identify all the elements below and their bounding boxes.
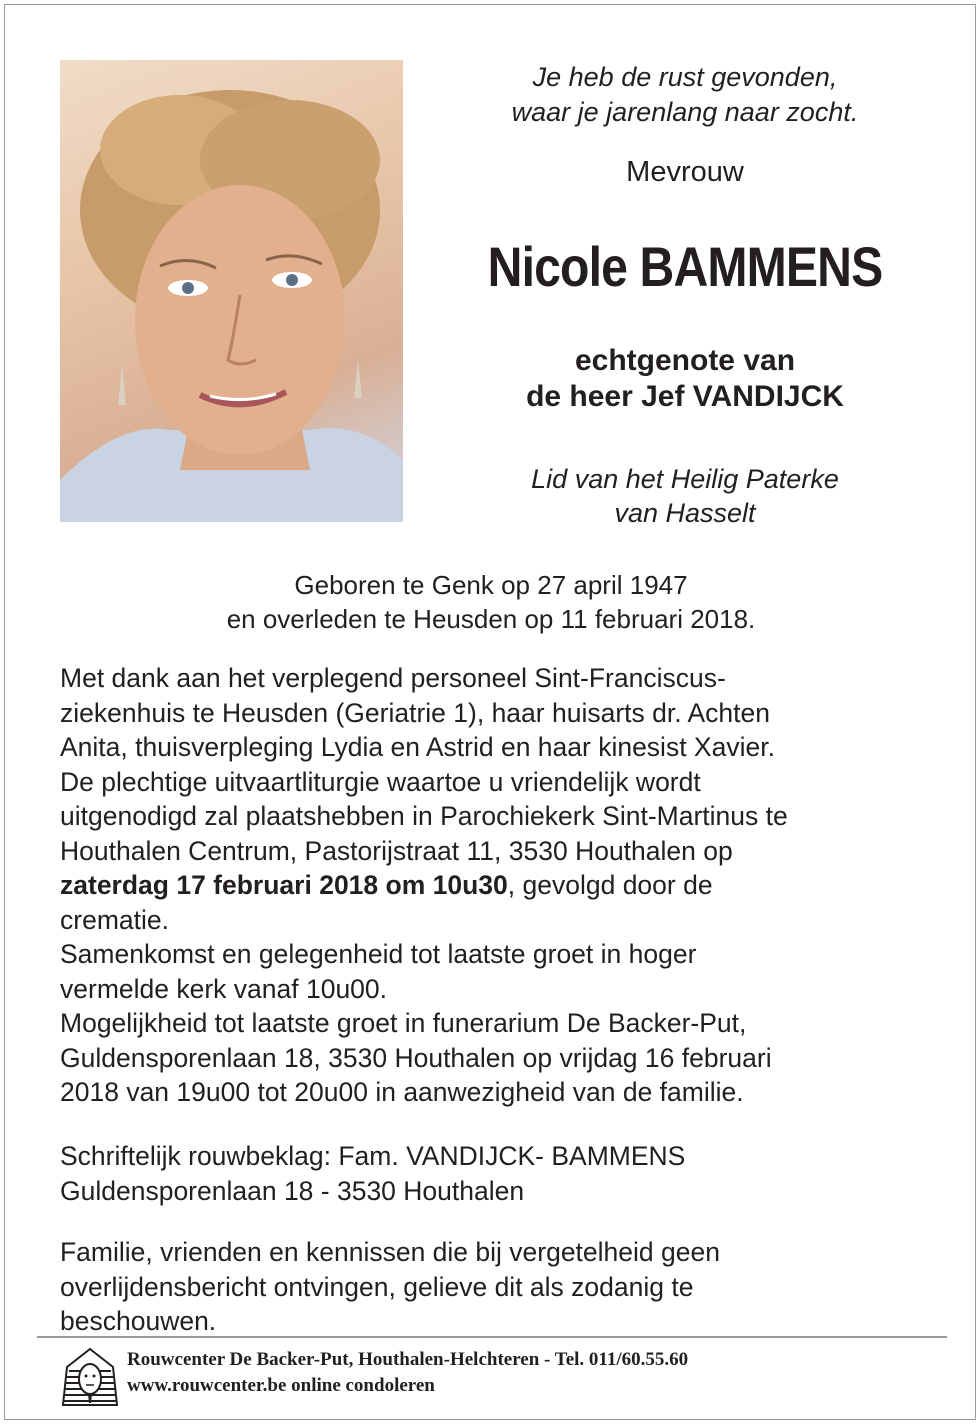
funeral-date: zaterdag 17 februari 2018 om 10u30 [60, 870, 508, 900]
notice-line-1: Familie, vrienden en kennissen die bij vergetelheid geen [60, 1237, 720, 1267]
body-line-after-date: , gevolgd door de [507, 870, 713, 900]
body-line: Anita, thuisverpleging Lydia en Astrid en haar kinesist Xavier. [60, 732, 775, 762]
body-line: Met dank aan het verplegend personeel Sint-Franciscus- [60, 663, 726, 693]
footer [61, 1347, 961, 1407]
motto [405, 60, 965, 130]
membership [405, 462, 965, 530]
pharaoh-logo-icon [61, 1347, 119, 1407]
condolence-line-2: Guldensporenlaan 18 - 3530 Houthalen [60, 1175, 525, 1206]
condolence-address [60, 1139, 935, 1208]
birth-line: Geboren te Genk op 27 april 1947 [294, 570, 688, 600]
footer-divider [37, 1336, 947, 1338]
portrait-illustration [60, 60, 403, 522]
spouse-line-1: echtgenote van [574, 344, 796, 377]
honorific: Mevrouw [626, 156, 744, 188]
body-line: 2018 van 19u00 tot 20u00 in aanwezigheid van de familie. [60, 1077, 744, 1107]
motto-line-2: waar je jarenlang naar zocht. [511, 97, 859, 127]
obituary-card [4, 4, 976, 1420]
footer-text [127, 1347, 688, 1399]
body-line-date [60, 868, 935, 903]
membership-line-2: van Hasselt [614, 498, 756, 528]
membership-line-1: Lid van het Heilig Paterke [531, 464, 839, 494]
spouse-info [405, 343, 965, 415]
notice [60, 1235, 935, 1339]
body-line: uitgenodigd zal plaatshebben in Parochiekerk Sint-Martinus te [60, 801, 788, 831]
website-link[interactable]: www.rouwcenter.be online condoleren [127, 1375, 435, 1396]
birth-death [5, 568, 977, 636]
notice-line-3: beschouwen. [60, 1306, 217, 1336]
body-line: Guldensporenlaan 18, 3530 Houthalen op vrijdag 16 februari [60, 1042, 772, 1073]
notice-line-2: overlijdensbericht ontvingen, gelieve dit als zodanig te [60, 1271, 694, 1302]
funeral-details [60, 661, 935, 1110]
death-line: en overleden te Heusden op 11 februari 2018. [226, 604, 756, 634]
body-line: crematie. [60, 904, 169, 935]
body-line: De plechtige uitvaartliturgie waartoe u vriendelijk wordt [60, 766, 701, 797]
deceased-name: Nicole BAMMENS [487, 235, 883, 298]
body-line: Mogelijkheid tot laatste groet in funerarium De Backer-Put, [60, 1008, 747, 1038]
portrait-photo [60, 60, 403, 522]
condolence-line-1: Schriftelijk rouwbeklag: Fam. VANDIJCK- BAMMENS [60, 1141, 686, 1171]
spouse-line-2: de heer Jef VANDIJCK [526, 380, 844, 413]
motto-line-1: Je heb de rust gevonden, [532, 62, 838, 92]
body-line: Houthalen Centrum, Pastorijstraat 11, 3530 Houthalen op [60, 835, 733, 866]
body-line: vermelde kerk vanaf 10u00. [60, 973, 388, 1004]
funeral-home-info: Rouwcenter De Backer-Put, Houthalen-Helchteren - Tel. 011/60.55.60 [127, 1349, 689, 1370]
body-line: ziekenhuis te Heusden (Geriatrie 1), haar huisarts dr. Achten [60, 697, 770, 728]
body-line: Samenkomst en gelegenheid tot laatste groet in hoger [60, 939, 697, 969]
